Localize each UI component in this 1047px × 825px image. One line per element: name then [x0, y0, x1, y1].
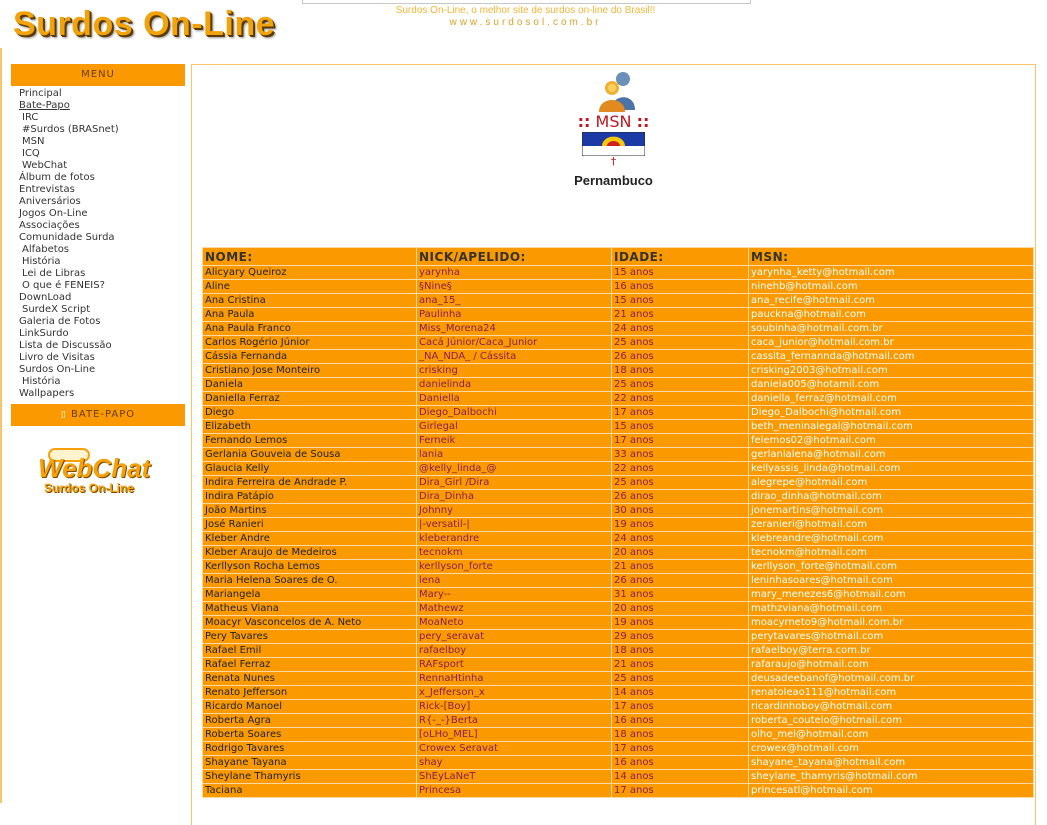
contact-email[interactable]: moacyrneto9@hotmail.com.br: [749, 616, 1034, 630]
contact-email[interactable]: ninehb@hotmail.com: [749, 280, 1034, 294]
contact-email[interactable]: jonemartins@hotmail.com: [749, 504, 1034, 518]
table-row: [203, 602, 1034, 616]
main-content: [191, 64, 1036, 825]
sidebar-item[interactable]: Comunidade Surda: [19, 232, 115, 243]
section-title-text: MSN: [595, 112, 632, 131]
sidebar-item[interactable]: Wallpapers: [19, 388, 75, 399]
contact-email[interactable]: perytavares@hotmail.com: [749, 630, 1034, 644]
contact-nick: Mary--: [417, 588, 612, 602]
sidebar-item[interactable]: Associações: [19, 220, 80, 231]
table-row: [203, 714, 1034, 728]
contact-age: 21 anos: [612, 560, 749, 574]
contact-name: José Ranieri: [203, 518, 417, 532]
contact-name: Daniela: [203, 378, 417, 392]
table-row: [203, 532, 1034, 546]
chat-bubble-icon: ▯: [60, 410, 67, 420]
contact-nick: RennaHtinha: [417, 672, 612, 686]
sidebar-item[interactable]: #Surdos (BRASnet): [22, 124, 119, 135]
contact-name: Indira Ferreira de Andrade P.: [203, 476, 417, 490]
contact-name: Elizabeth: [203, 420, 417, 434]
contact-name: Roberta Soares: [203, 728, 417, 742]
col-header-idade: IDADE:: [612, 248, 749, 266]
contact-nick: Paulinha: [417, 308, 612, 322]
contact-email[interactable]: tecnokm@hotmail.com: [749, 546, 1034, 560]
table-row: [203, 756, 1034, 770]
contact-nick: |-versatil-|: [417, 518, 612, 532]
contact-nick: crisking: [417, 364, 612, 378]
contact-nick: Miss_Morena24: [417, 322, 612, 336]
contact-name: Moacyr Vasconcelos de A. Neto: [203, 616, 417, 630]
contact-age: 21 anos: [612, 308, 749, 322]
cross-icon: †: [610, 155, 617, 168]
contact-age: 26 anos: [612, 574, 749, 588]
table-row: [203, 770, 1034, 784]
table-row: [203, 350, 1034, 364]
sidebar-item[interactable]: Livro de Visitas: [19, 352, 95, 363]
contact-email[interactable]: leninhasoares@hotmail.com: [749, 574, 1034, 588]
title-deco-left: ::: [577, 112, 591, 131]
contact-age: 16 anos: [612, 280, 749, 294]
sidebar-item[interactable]: Entrevistas: [19, 184, 75, 195]
site-logo[interactable]: Surdos On-Line: [13, 5, 275, 43]
contact-name: Pery Tavares: [203, 630, 417, 644]
contact-name: Maria Helena Soares de O.: [203, 574, 417, 588]
contact-email[interactable]: daniella_ferraz@hotmail.com: [749, 392, 1034, 406]
col-header-nome: NOME:: [203, 248, 417, 266]
contact-nick: Ferneik: [417, 434, 612, 448]
contact-nick: [oLHo_MEL]: [417, 728, 612, 742]
sidebar-item[interactable]: História: [22, 376, 61, 387]
table-row: [203, 294, 1034, 308]
contact-age: 25 anos: [612, 476, 749, 490]
contact-nick: Dira_Dinha: [417, 490, 612, 504]
table-row: [203, 364, 1034, 378]
contact-name: Ricardo Manoel: [203, 700, 417, 714]
sidebar-item[interactable]: Jogos On-Line: [19, 208, 88, 219]
table-row: [203, 406, 1034, 420]
sidebar-item[interactable]: Surdos On-Line: [19, 364, 96, 375]
sidebar-item[interactable]: Lista de Discussão: [19, 340, 112, 351]
contact-age: 17 anos: [612, 784, 749, 798]
sidebar-item[interactable]: SurdeX Script: [22, 304, 91, 315]
contact-email[interactable]: alegrepe@hotmail.com: [749, 476, 1034, 490]
sidebar-item[interactable]: Lei de Libras: [22, 268, 86, 279]
section-title: [192, 112, 1035, 131]
contact-email[interactable]: roberta_coutelo@hotmail.com: [749, 714, 1034, 728]
contact-name: Carlos Rogério Júnior: [203, 336, 417, 350]
sidebar-item[interactable]: IRC: [22, 112, 39, 123]
sidebar-item[interactable]: LinkSurdo: [19, 328, 69, 339]
contact-age: 19 anos: [612, 518, 749, 532]
table-header-row: [203, 248, 1034, 266]
contact-nick: rafaelboy: [417, 644, 612, 658]
sidebar-item[interactable]: Bate-Papo: [19, 100, 70, 111]
contact-email[interactable]: beth_meninalegal@hotmail.com: [749, 420, 1034, 434]
contact-age: 30 anos: [612, 504, 749, 518]
contact-email[interactable]: soubinha@hotmail.com.br: [749, 322, 1034, 336]
sidebar-item[interactable]: O que é FENEIS?: [22, 280, 105, 291]
contact-name: Indira Patápio: [203, 490, 417, 504]
bate-papo-header: [11, 404, 185, 426]
contact-nick: kleberandre: [417, 532, 612, 546]
contact-age: 16 anos: [612, 714, 749, 728]
contact-name: João Martins: [203, 504, 417, 518]
contact-email[interactable]: ricardinhoboy@hotmail.com: [749, 700, 1034, 714]
col-header-msn: MSN:: [749, 248, 1034, 266]
contact-age: 25 anos: [612, 672, 749, 686]
contact-nick: Cacá Júnior/Caca_Junior: [417, 336, 612, 350]
contact-nick: Diego_Dalbochi: [417, 406, 612, 420]
contact-nick: kerllyson_forte: [417, 560, 612, 574]
contact-age: 15 anos: [612, 294, 749, 308]
contact-email[interactable]: shayane_tayana@hotmail.com: [749, 756, 1034, 770]
contact-nick: Girlegal: [417, 420, 612, 434]
table-row: [203, 336, 1034, 350]
contact-age: 24 anos: [612, 322, 749, 336]
contact-email[interactable]: renatoleao111@hotmail.com: [749, 686, 1034, 700]
contact-age: 17 anos: [612, 434, 749, 448]
sidebar-item[interactable]: Galeria de Fotos: [19, 316, 101, 327]
contact-name: Rodrigo Tavares: [203, 742, 417, 756]
contact-email[interactable]: daniela005@hotamil.com: [749, 378, 1034, 392]
contact-nick: shay: [417, 756, 612, 770]
contact-nick: tecnokm: [417, 546, 612, 560]
contact-email[interactable]: rafaelboy@terra.com.br: [749, 644, 1034, 658]
table-row: [203, 644, 1034, 658]
contact-email[interactable]: pauckna@hotmail.com: [749, 308, 1034, 322]
table-row: [203, 686, 1034, 700]
contact-age: 17 anos: [612, 700, 749, 714]
contact-age: 24 anos: [612, 532, 749, 546]
top-banner-frame: [302, 0, 751, 4]
sidebar: [11, 64, 185, 426]
contact-nick: R{-_-}Berta: [417, 714, 612, 728]
contact-nick: ana_15_: [417, 294, 612, 308]
contact-name: Ana Paula Franco: [203, 322, 417, 336]
sidebar-item[interactable]: Aniversários: [19, 196, 81, 207]
table-row: [203, 630, 1034, 644]
contact-nick: Crowex Seravat: [417, 742, 612, 756]
table-row: [203, 434, 1034, 448]
contact-email[interactable]: princesatl@hotmail.com: [749, 784, 1034, 798]
contact-nick: ShEyLaNeT: [417, 770, 612, 784]
contact-age: 15 anos: [612, 266, 749, 280]
contact-name: Roberta Agra: [203, 714, 417, 728]
contact-email[interactable]: kerllyson_forte@hotmail.com: [749, 560, 1034, 574]
contact-nick: RAFsport: [417, 658, 612, 672]
table-row: [203, 448, 1034, 462]
contact-age: 26 anos: [612, 490, 749, 504]
contact-age: 26 anos: [612, 350, 749, 364]
contact-name: Sheylane Thamyris: [203, 770, 417, 784]
contact-email[interactable]: rafaraujo@hotmail.com: [749, 658, 1034, 672]
contact-name: Kleber Andre: [203, 532, 417, 546]
webchat-logo-subtitle: Surdos On-Line: [44, 481, 134, 495]
table-row: [203, 322, 1034, 336]
table-row: [203, 378, 1034, 392]
contact-email[interactable]: dirao_dinha@hotmail.com: [749, 490, 1034, 504]
table-row: [203, 784, 1034, 798]
contact-name: Kleber Araujo de Medeiros: [203, 546, 417, 560]
contact-name: Renata Nunes: [203, 672, 417, 686]
contact-name: Shayane Tayana: [203, 756, 417, 770]
contact-email[interactable]: kellyassis_linda@hotmail.com: [749, 462, 1034, 476]
contact-name: Aline: [203, 280, 417, 294]
table-row: [203, 518, 1034, 532]
site-url: www.surdosol.com.br: [449, 17, 602, 28]
contact-nick: Rick-[Boy]: [417, 700, 612, 714]
contact-age: 25 anos: [612, 378, 749, 392]
table-row: [203, 616, 1034, 630]
contact-nick: danielinda: [417, 378, 612, 392]
contact-nick: lania: [417, 448, 612, 462]
contact-email[interactable]: deusadeebanof@hotmail.com.br: [749, 672, 1034, 686]
sidebar-item[interactable]: ICQ: [22, 148, 40, 159]
table-row: [203, 490, 1034, 504]
contact-email[interactable]: klebreandre@hotmail.com: [749, 532, 1034, 546]
contact-name: Daniella Ferraz: [203, 392, 417, 406]
table-row: [203, 658, 1034, 672]
msn-buddy-icon: [597, 70, 637, 114]
contact-email[interactable]: caca_junior@hotmail.com.br: [749, 336, 1034, 350]
sidebar-item[interactable]: MSN: [22, 136, 45, 147]
webchat-logo-title: WebChat: [38, 453, 151, 483]
state-title: Pernambuco: [574, 173, 653, 188]
contact-nick: @kelly_linda_@: [417, 462, 612, 476]
contact-email[interactable]: crowex@hotmail.com: [749, 742, 1034, 756]
table-row: [203, 574, 1034, 588]
contact-email[interactable]: Diego_Dalbochi@hotmail.com: [749, 406, 1034, 420]
contact-nick: x_Jefferson_x: [417, 686, 612, 700]
contact-age: 15 anos: [612, 420, 749, 434]
contact-age: 18 anos: [612, 364, 749, 378]
contact-name: Alicyary Queiroz: [203, 266, 417, 280]
table-row: [203, 546, 1034, 560]
sidebar-item[interactable]: DownLoad: [19, 292, 72, 303]
table-row: [203, 504, 1034, 518]
contact-email[interactable]: gerlanialena@hotmail.com: [749, 448, 1034, 462]
contact-nick: MoaNeto: [417, 616, 612, 630]
contact-name: Kerllyson Rocha Lemos: [203, 560, 417, 574]
contact-name: Rafael Emil: [203, 644, 417, 658]
table-row: [203, 672, 1034, 686]
contact-age: 18 anos: [612, 644, 749, 658]
sidebar-item[interactable]: Alfabetos: [22, 244, 70, 255]
left-border: [0, 48, 2, 803]
contact-nick: §Nine§: [417, 280, 612, 294]
table-row: [203, 420, 1034, 434]
sidebar-item[interactable]: História: [22, 256, 61, 267]
contact-age: 33 anos: [612, 448, 749, 462]
table-row: [203, 560, 1034, 574]
contact-nick: Daniella: [417, 392, 612, 406]
contact-age: 18 anos: [612, 728, 749, 742]
sidebar-item[interactable]: Principal: [19, 88, 62, 99]
contact-age: 21 anos: [612, 658, 749, 672]
contact-email[interactable]: mary_menezes6@hotmail.com: [749, 588, 1034, 602]
contact-age: 16 anos: [612, 756, 749, 770]
contact-age: 22 anos: [612, 392, 749, 406]
contact-email[interactable]: crisking2003@hotmail.com: [749, 364, 1034, 378]
contact-nick: yarynha: [417, 266, 612, 280]
contact-age: 22 anos: [612, 462, 749, 476]
contact-email[interactable]: ana_recife@hotmail.com: [749, 294, 1034, 308]
contact-name: Rafael Ferraz: [203, 658, 417, 672]
contact-name: Ana Cristina: [203, 294, 417, 308]
contact-name: Gerlania Gouveia de Sousa: [203, 448, 417, 462]
sidebar-item[interactable]: WebChat: [22, 160, 68, 171]
contact-name: Cristiano Jose Monteiro: [203, 364, 417, 378]
contact-email[interactable]: mathzviana@hotmail.com: [749, 602, 1034, 616]
contact-age: 31 anos: [612, 588, 749, 602]
contact-age: 29 anos: [612, 630, 749, 644]
table-row: [203, 280, 1034, 294]
contact-name: Matheus Viana: [203, 602, 417, 616]
table-row: [203, 728, 1034, 742]
contact-email[interactable]: cassita_fernannda@hotmail.com: [749, 350, 1034, 364]
col-header-nick: NICK/APELIDO:: [417, 248, 612, 266]
table-row: [203, 462, 1034, 476]
table-row: [203, 700, 1034, 714]
contact-nick: Mathewz: [417, 602, 612, 616]
contact-age: 20 anos: [612, 602, 749, 616]
webchat-logo[interactable]: [38, 455, 158, 495]
contact-nick: Johnny: [417, 504, 612, 518]
contact-email[interactable]: felemos02@hotmail.com: [749, 434, 1034, 448]
table-row: [203, 588, 1034, 602]
contact-nick: Princesa: [417, 784, 612, 798]
menu-header: MENU: [11, 64, 185, 86]
contact-age: 19 anos: [612, 616, 749, 630]
contact-nick: Dira_Girl /Dira: [417, 476, 612, 490]
contact-email[interactable]: zeranieri@hotmail.com: [749, 518, 1034, 532]
bate-papo-label: BATE-PAPO: [71, 409, 136, 420]
title-deco-right: ::: [636, 112, 650, 131]
contact-age: 14 anos: [612, 686, 749, 700]
table-row: [203, 308, 1034, 322]
contact-name: Ana Paula: [203, 308, 417, 322]
contact-email[interactable]: sheylane_thamyris@hotmail.com: [749, 770, 1034, 784]
contact-nick: lena: [417, 574, 612, 588]
contact-name: Diego: [203, 406, 417, 420]
contact-age: 17 anos: [612, 742, 749, 756]
contact-name: Mariangela: [203, 588, 417, 602]
menu-list: [11, 86, 185, 400]
contact-age: 14 anos: [612, 770, 749, 784]
contact-name: Glaucia Kelly: [203, 462, 417, 476]
contact-name: Renato Jefferson: [203, 686, 417, 700]
site-slogan: Surdos On-Line, o melhor site de surdos on-line do Brasil!!: [395, 5, 656, 16]
contact-age: 25 anos: [612, 336, 749, 350]
table-row: [203, 476, 1034, 490]
contact-email[interactable]: yarynha_ketty@hotmail.com: [749, 266, 1034, 280]
pernambuco-flag-icon: [582, 132, 645, 156]
contact-nick: pery_seravat: [417, 630, 612, 644]
msn-contacts-table: [202, 247, 1034, 798]
table-row: [203, 266, 1034, 280]
table-row: [203, 392, 1034, 406]
contact-name: Fernando Lemos: [203, 434, 417, 448]
contact-email[interactable]: olho_mel@hotmail.com: [749, 728, 1034, 742]
contact-name: Taciana: [203, 784, 417, 798]
contact-name: Cássia Fernanda: [203, 350, 417, 364]
contact-age: 17 anos: [612, 406, 749, 420]
contact-age: 20 anos: [612, 546, 749, 560]
sidebar-item[interactable]: Álbum de fotos: [19, 172, 95, 183]
contact-nick: _NA_NDA_ / Cássita: [417, 350, 612, 364]
table-row: [203, 742, 1034, 756]
